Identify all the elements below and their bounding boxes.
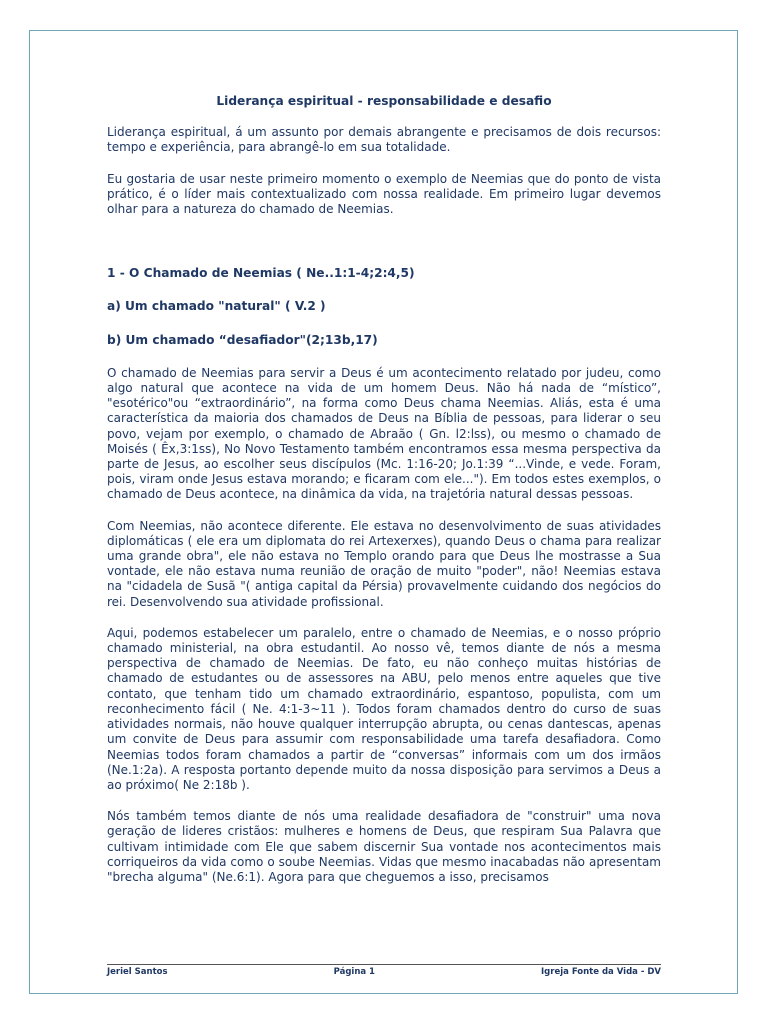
footer-author: Jeriel Santos [107,967,168,977]
footer-page-number: Página 1 [333,967,375,977]
subheading-b: b) Um chamado “desafiador"(2;13b,17) [107,332,378,347]
subheading-a: a) Um chamado "natural" ( V.2 ) [107,299,326,314]
intro-paragraph-1: Liderança espiritual, á um assunto por demais abrangente e precisamos de dois recursos: tempo e experiência, para abrangê-lo em sua totalidade. [107,125,661,155]
body-paragraph-1: O chamado de Neemias para servir a Deus é um acontecimento relatado por judeu, como algo natural que acontece na vida de um homem Deus. Não há nada de “místico”, "esotérico"ou “extraordinário”, na forma como Deus chama Neemias. Aliás, esta é uma característica da maioria dos chamados de Deus na Bíblia de pessoas, para liderar o seu povo, vejam por exemplo, o chamado de Abraão ( Gn. l2:lss), ou mesmo o chamado de Moisés ( Êx,3:1ss), No Novo Testamento também encontramos essa mesma perspectiva da parte de Jesus, ao escolher seus discípulos (Mc. 1:16-20; Jo.1:39 “...Vinde, e vede. Foram, pois, viram onde Jesus estava morando; e ficaram com ele..."). Em todos estes exemplos, o chamado de Deus acontece, na dinâmica da vida, na trajetória natural dessas pessoas. [107,365,661,502]
body-paragraph-3: Aqui, podemos estabelecer um paralelo, entre o chamado de Neemias, e o nosso próprio chamado ministerial, na obra estudantil. Ao nosso vê, temos diante de nós a mesma perspectiva de chamado de Neemias. De fato, eu não conheço muitas histórias de chamado de estudantes ou de assessores na ABU, pelo menos entre aqueles que tive contato, que tenham tido um chamado extraordinário, espantoso, populista, com um reconhecimento fácil ( Ne. 4:1-3~11 ). Todos foram chamados dentro do curso de suas atividades normais, não houve qualquer interrupção abrupta, ou cenas dantescas, apenas um convite de Deus para assumir com responsabilidade uma tarefa desafiadora. Como Neemias todos foram chamados a partir de “conversas” informais com um dos irmãos (Ne.1:2a). A resposta portanto depende muito da nossa disposição para servimos a Deus a ao próximo( Ne 2:18b ). [107,625,661,792]
document-title: Liderança espiritual - responsabilidade e desafio [216,94,552,108]
body-paragraph-2: Com Neemias, não acontece diferente. Ele estava no desenvolvimento de suas atividades diplomáticas ( ele era um diplomata do rei Artexerxes), quando Deus o chama para realizar uma grande obra", ele não estava no Templo orando para que Deus lhe mostrasse a Sua vontade, ele não estava numa reunião de oração de muito "poder", não! Neemias estava na "cidadela de Susã "( antiga capital da Pérsia) provavelmente cuidando dos negócios do rei. Desenvolvendo sua atividade profissional. [107,518,661,609]
footer-divider [107,964,661,965]
section-heading: 1 - O Chamado de Neemias ( Ne..1:1-4;2:4,5) [107,266,415,281]
intro-paragraph-2: Eu gostaria de usar neste primeiro momento o exemplo de Neemias que do ponto de vista prático, é o líder mais contextualizado com nossa realidade. Em primeiro lugar devemos olhar para a natureza do chamado de Neemias. [107,171,661,217]
document-body [107,94,661,901]
footer-organization: Igreja Fonte da Vida - DV [541,967,661,977]
page-footer [107,967,661,977]
body-paragraph-4: Nós também temos diante de nós uma realidade desafiadora de "construir" uma nova geração de lideres cristãos: mulheres e homens de Deus, que respiram Sua Palavra que cultivam intimidade com Ele que sabem discernir Sua vontade nos acontecimentos mais corriqueiros da vida como o soube Neemias. Vidas que mesmo inacabadas não apresentam "brecha alguma" (Ne.6:1). Agora para que cheguemos a isso, precisamos [107,809,661,884]
